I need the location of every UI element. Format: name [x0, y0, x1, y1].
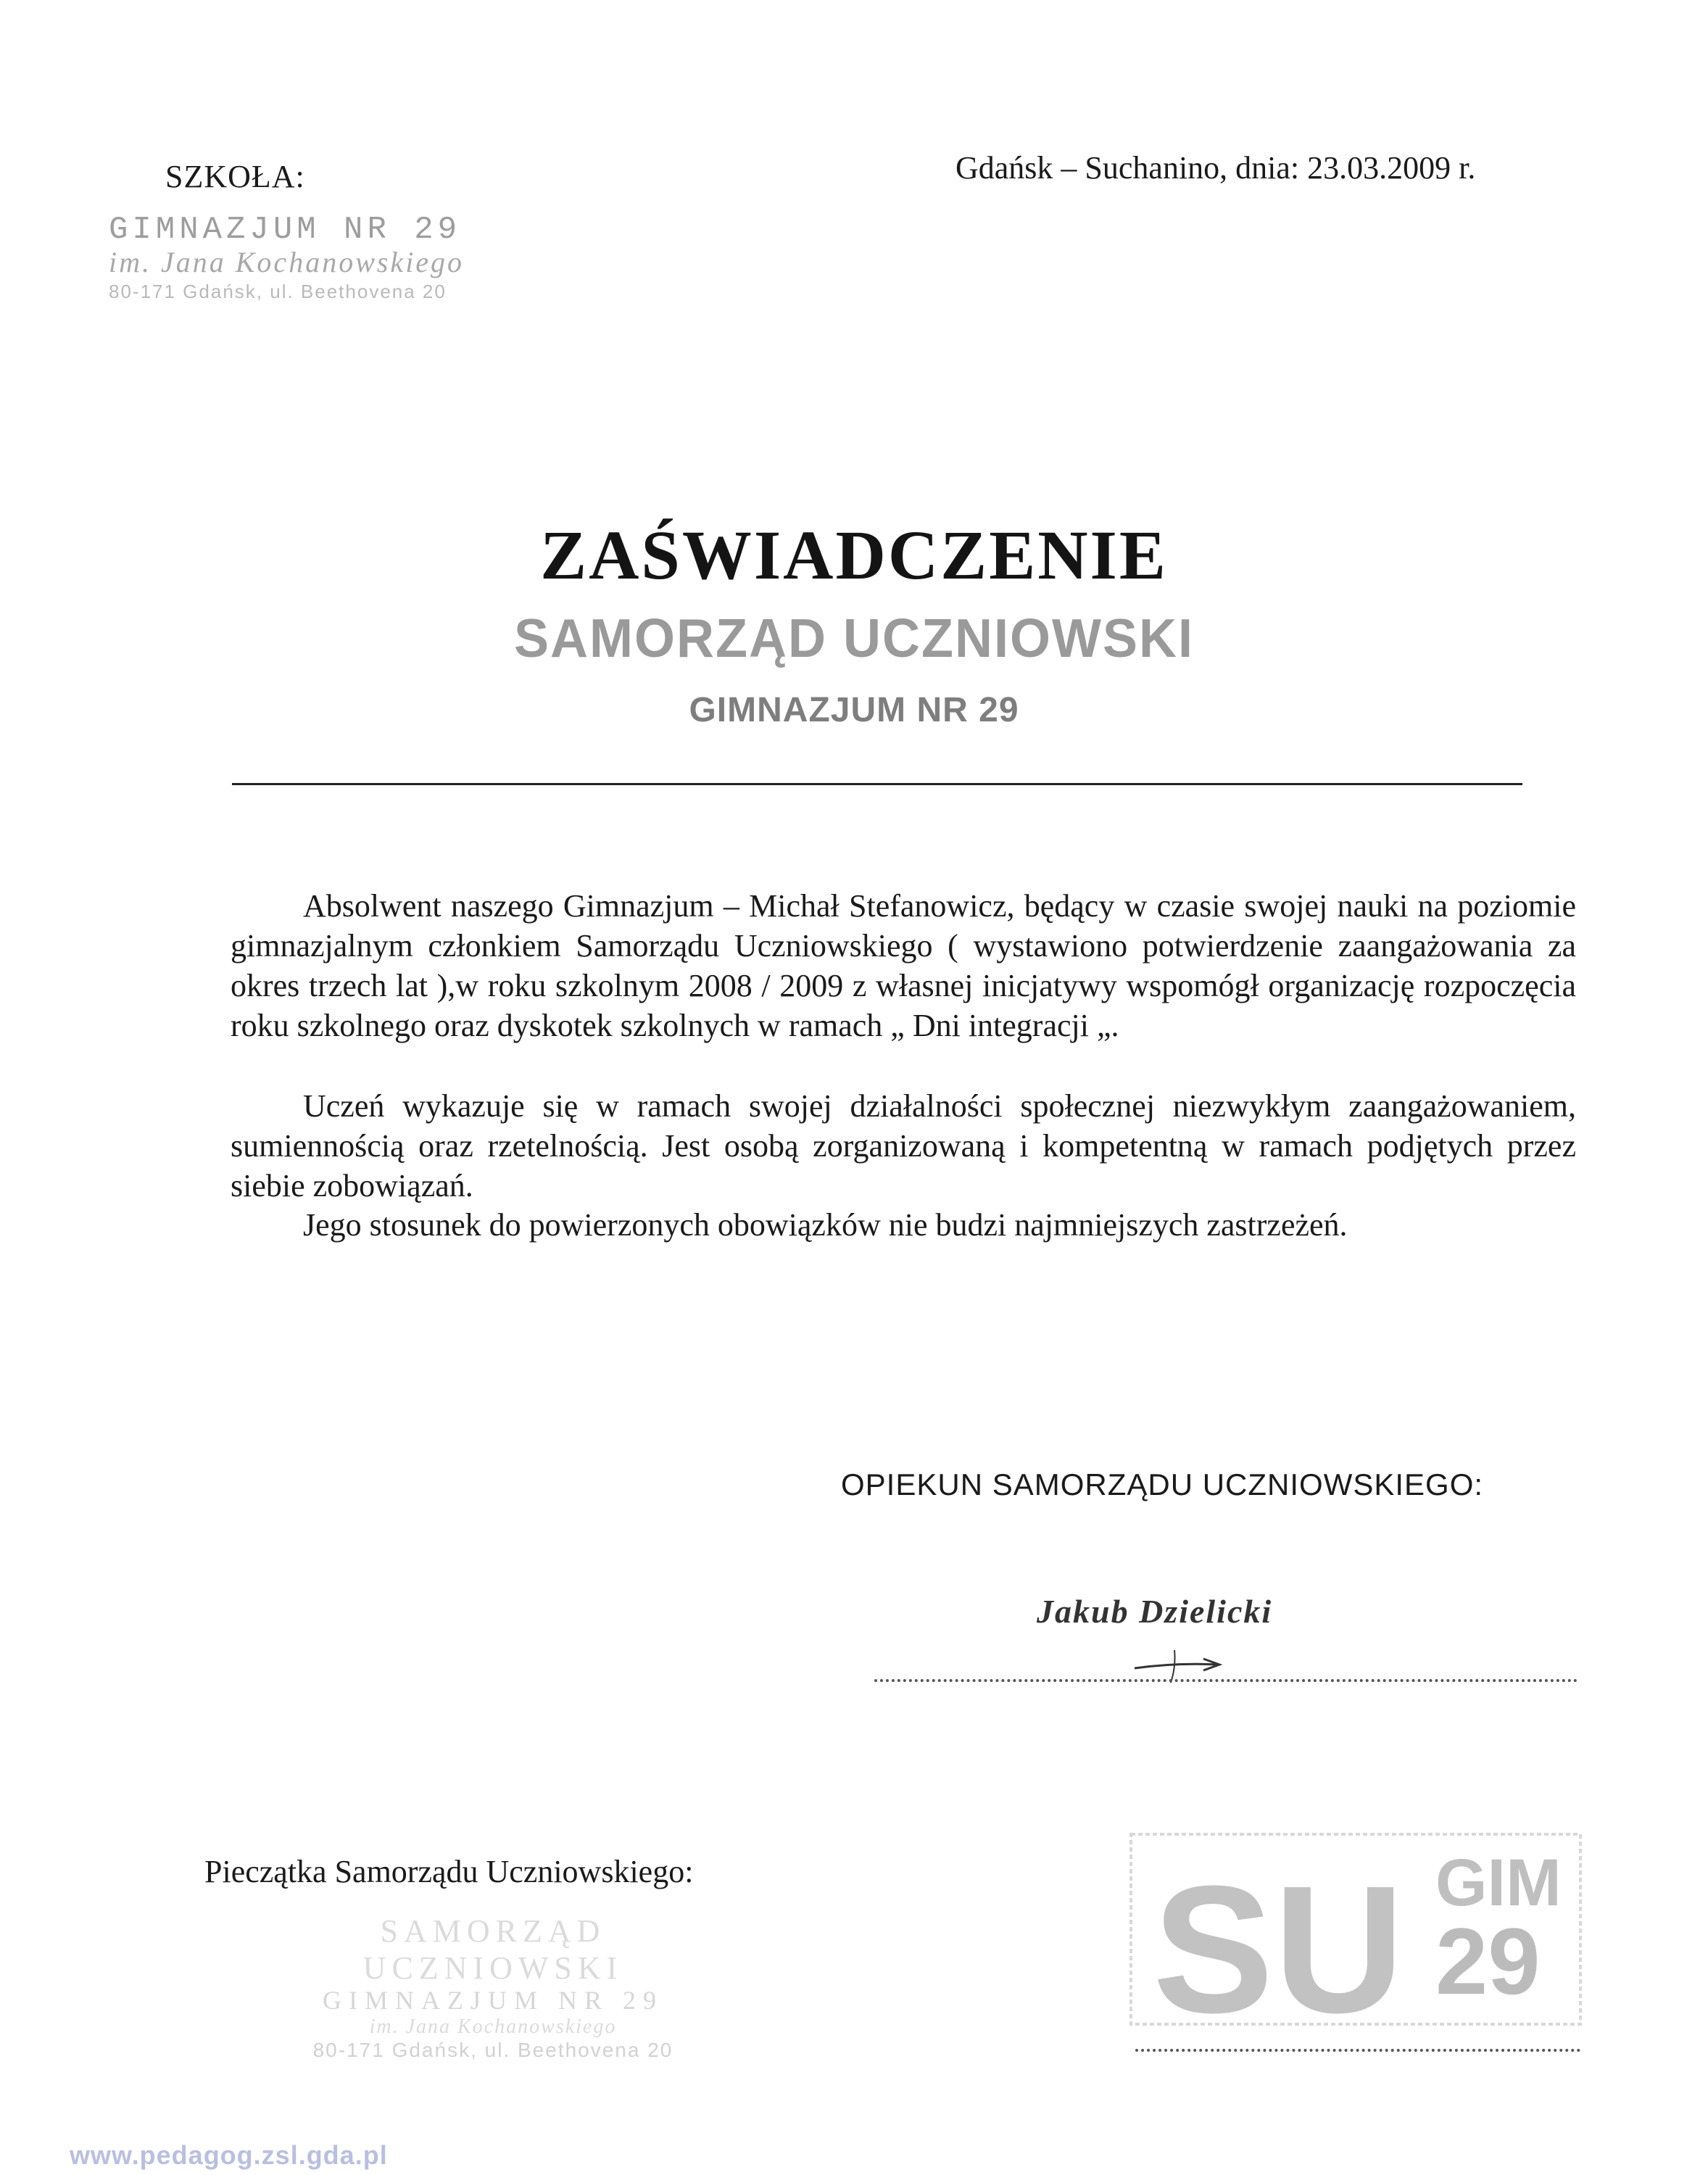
school-stamp-name: GIMNAZJUM NR 29	[109, 212, 462, 248]
place-and-date: Gdańsk – Suchanino, dnia: 23.03.2009 r.	[955, 150, 1476, 186]
council-stamp-line-3: im. Jana Kochanowskiego	[369, 2016, 617, 2038]
body-paragraph-1: Absolwent naszego Gimnazjum – Michał Stefanowicz, będący w czasie swojej nauki na poziomie gimnazjalnym członkiem Samorządu Uczniowskiego ( wystawiono potwierdzenie zaangażowania za okres trzech lat ),w roku szkolnym 2008 / 2009 z własnej inicjatywy wspomógł organizację rozpoczęcia roku szkolnego oraz dyskotek szkolnych w ramach „ Dni integracji „.	[231, 888, 1576, 1043]
council-stamp-line-4: 80-171 Gdańsk, ul. Beethovena 20	[312, 2039, 673, 2061]
school-stamp-address: 80-171 Gdańsk, ul. Beethovena 20	[109, 281, 447, 302]
stamp-label: Pieczątka Samorządu Uczniowskiego:	[204, 1854, 694, 1889]
council-heading: SAMORZĄD UCZNIOWSKI	[514, 608, 1194, 669]
title-divider	[232, 783, 1522, 785]
footer-url: www.pedagog.zsl.gda.pl	[70, 2140, 388, 2170]
su-letters: SU	[1153, 1848, 1405, 2037]
su-number: 29	[1435, 1908, 1541, 2014]
council-stamp-line-1: SAMORZĄD UCZNIOWSKI	[362, 1913, 623, 1986]
council-school-heading: GIMNAZJUM NR 29	[689, 691, 1019, 729]
body-paragraph-2: Uczeń wykazuje się w ramach swojej działalności społecznej niezwykłym zaangażowaniem, sumiennością oraz rzetelnością. Jest osobą zorganizowaną i kompetentną w ramach podjętych przez siebie zobowiązań.	[231, 1088, 1576, 1204]
school-label: SZKOŁA:	[165, 159, 305, 194]
document-title: ZAŚWIADCZENIE	[540, 516, 1168, 594]
guardian-label: OPIEKUN SAMORZĄDU UCZNIOWSKIEGO:	[841, 1467, 1484, 1501]
stamp-dotted-line	[1135, 2049, 1580, 2052]
council-stamp-line-2: GIMNAZJUM NR 29	[322, 1986, 663, 2015]
school-stamp-patron: im. Jana Kochanowskiego	[109, 246, 465, 278]
council-stamp	[261, 1913, 725, 2062]
signature-name: Jakub Dzielicki	[1037, 1593, 1273, 1630]
school-stamp	[109, 212, 536, 303]
su-logo-stamp	[1116, 1820, 1595, 2037]
signature-dotted-line	[874, 1679, 1578, 1682]
su-gim-text: GIM	[1435, 1846, 1562, 1920]
body-paragraph-3: Jego stosunek do powierzonych obowiązków nie budzi najmniejszych zastrzeżeń.	[303, 1207, 1348, 1243]
